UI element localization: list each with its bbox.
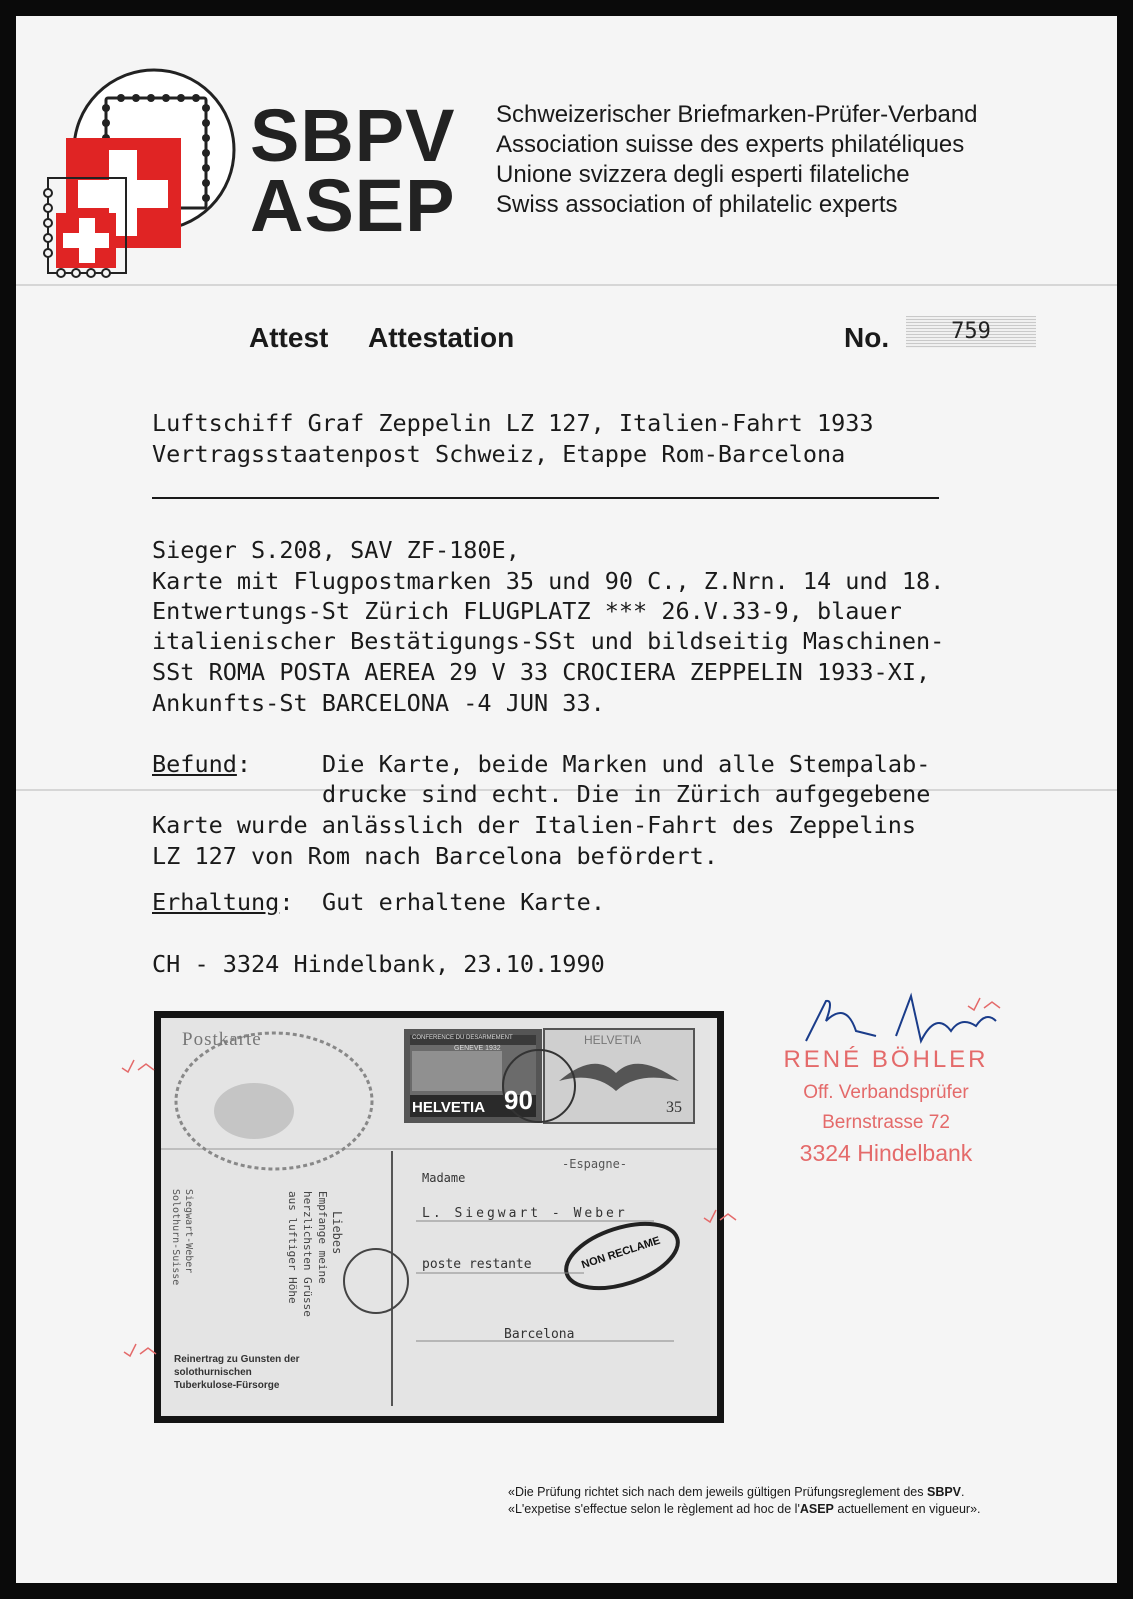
address-line-3: poste restante bbox=[422, 1257, 532, 1272]
erhaltung-label-row: Erhaltung: bbox=[152, 888, 294, 916]
message-line-1: Empfange meine bbox=[316, 1191, 329, 1284]
check-mark-icon bbox=[122, 1340, 162, 1360]
footer-line-2 bbox=[508, 1501, 981, 1518]
description-line-3: Entwertungs-St Zürich FLUGPLATZ *** 26.V.33-9, blauer bbox=[152, 597, 902, 625]
befund-line-1: Die Karte, beide Marken und alle Stempalab- bbox=[322, 750, 931, 778]
footer-line-1-bold: SBPV bbox=[926, 1485, 962, 1499]
message-greeting: Liebes bbox=[330, 1211, 344, 1255]
footer-line-1-text: «Die Prüfung richtet sich nach dem jeweils gültigen Prüfungsreglement des bbox=[508, 1485, 927, 1499]
association-de: Schweizerischer Briefmarken-Prüfer-Verband bbox=[496, 101, 978, 128]
check-mark-icon bbox=[120, 1056, 160, 1076]
examiner-role: Off. Verbandsprüfer bbox=[803, 1082, 969, 1103]
footer-line-2-end: actuellement en vigueur». bbox=[833, 1502, 981, 1516]
subject-line-2: Vertragsstaatenpost Schweiz, Etappe Rom-Barcelona bbox=[152, 440, 846, 468]
examiner-street: Bernstrasse 72 bbox=[822, 1112, 950, 1133]
message-line-2: herzlichsten Grüsse bbox=[301, 1191, 314, 1317]
association-fr: Association suisse des experts philatéliques bbox=[496, 131, 965, 158]
charity-line-2: solothurnischen bbox=[174, 1367, 252, 1378]
sbpv-logo-icon bbox=[26, 68, 256, 283]
description-line-5: SSt ROMA POSTA AEREA 29 V 33 CROCIERA ZEPPELIN 1933-XI, bbox=[152, 658, 931, 686]
place-date: CH - 3324 Hindelbank, 23.10.1990 bbox=[152, 950, 605, 978]
address-line-2: L. Siegwart - Weber bbox=[422, 1206, 628, 1221]
divider bbox=[152, 497, 939, 499]
footer-line-1-end: . bbox=[961, 1485, 965, 1499]
association-it: Unione svizzera degli esperti filateliche bbox=[496, 161, 910, 188]
number-label: No. bbox=[844, 322, 890, 353]
footer-line-2-bold: ASEP bbox=[799, 1502, 834, 1516]
association-en: Swiss association of philatelic experts bbox=[496, 191, 898, 218]
examiner-city: 3324 Hindelbank bbox=[799, 1140, 973, 1166]
stamp1-top: CONFERENCE DU DESARMEMENT bbox=[412, 1035, 513, 1041]
examiner-name: RENÉ BÖHLER bbox=[783, 1046, 989, 1073]
check-mark-icon bbox=[702, 1206, 742, 1226]
stamp1-country: HELVETIA bbox=[412, 1099, 486, 1116]
address-espagne: -Espagne- bbox=[562, 1157, 628, 1171]
brand-name bbox=[250, 94, 456, 247]
subject-line-1: Luftschiff Graf Zeppelin LZ 127, Italien-Fahrt 1933 bbox=[152, 409, 874, 437]
sender-line-1: Siegwart-Weber bbox=[183, 1189, 194, 1274]
examiner-stamp bbox=[746, 1016, 1026, 1167]
postcard-photo bbox=[154, 1011, 724, 1423]
address-line-1: Madame bbox=[422, 1171, 466, 1185]
stamp2-country: HELVETIA bbox=[584, 1033, 642, 1047]
description-line-1: Sieger S.208, SAV ZF-180E, bbox=[152, 536, 520, 564]
title-attestation: Attestation bbox=[368, 322, 515, 353]
befund-line-4: LZ 127 von Rom nach Barcelona befördert. bbox=[152, 842, 718, 870]
stamp1-city: GENEVE 1932 bbox=[454, 1045, 501, 1052]
charity-line-1: Reinertrag zu Gunsten der bbox=[174, 1354, 300, 1365]
description-line-6: Ankunfts-St BARCELONA -4 JUN 33. bbox=[152, 689, 605, 717]
title-attest: Attest bbox=[249, 322, 329, 353]
befund-line-2: drucke sind echt. Die in Zürich aufgegebene bbox=[322, 780, 931, 808]
stamp1-value: 90 bbox=[504, 1085, 533, 1115]
stamp2-value: 35 bbox=[666, 1099, 682, 1116]
postcard-title: Postkarte bbox=[182, 1029, 262, 1050]
charity-note bbox=[174, 1353, 300, 1392]
description-line-2: Karte mit Flugpostmarken 35 und 90 C., Z.Nrn. 14 und 18. bbox=[152, 567, 945, 595]
fold-line-top bbox=[16, 284, 1117, 286]
sender-line-2: Solothurn-Suisse bbox=[170, 1189, 181, 1286]
message-line-3: aus luftiger Höhe bbox=[286, 1191, 299, 1304]
befund-line-3: Karte wurde anlässlich der Italien-Fahrt des Zeppelins bbox=[152, 811, 917, 839]
befund-label: Befund bbox=[152, 750, 237, 778]
footer-line-2-text: «L'expetise s'effectue selon le règlement ad hoc de l' bbox=[508, 1502, 800, 1516]
non-reclame-stamp: NON RECLAME bbox=[580, 1234, 662, 1272]
charity-line-3: Tuberkulose-Fürsorge bbox=[174, 1380, 280, 1391]
erhaltung-value: Gut erhaltene Karte. bbox=[322, 888, 605, 916]
footer-line-1 bbox=[508, 1484, 981, 1501]
erhaltung-label: Erhaltung bbox=[152, 888, 280, 916]
address-line-4: Barcelona bbox=[504, 1327, 575, 1342]
brand-sbpv: SBPV bbox=[250, 94, 456, 177]
check-mark-icon bbox=[966, 994, 1006, 1014]
footer-note bbox=[508, 1484, 981, 1518]
befund-label-row: Befund: bbox=[152, 750, 252, 778]
description-line-4: italienischer Bestätigungs-SSt und bildseitig Maschinen- bbox=[152, 627, 945, 655]
brand-asep: ASEP bbox=[250, 164, 456, 247]
association-names bbox=[496, 100, 978, 220]
certificate-number: 759 bbox=[906, 316, 1036, 348]
certificate-sheet bbox=[16, 16, 1117, 1583]
